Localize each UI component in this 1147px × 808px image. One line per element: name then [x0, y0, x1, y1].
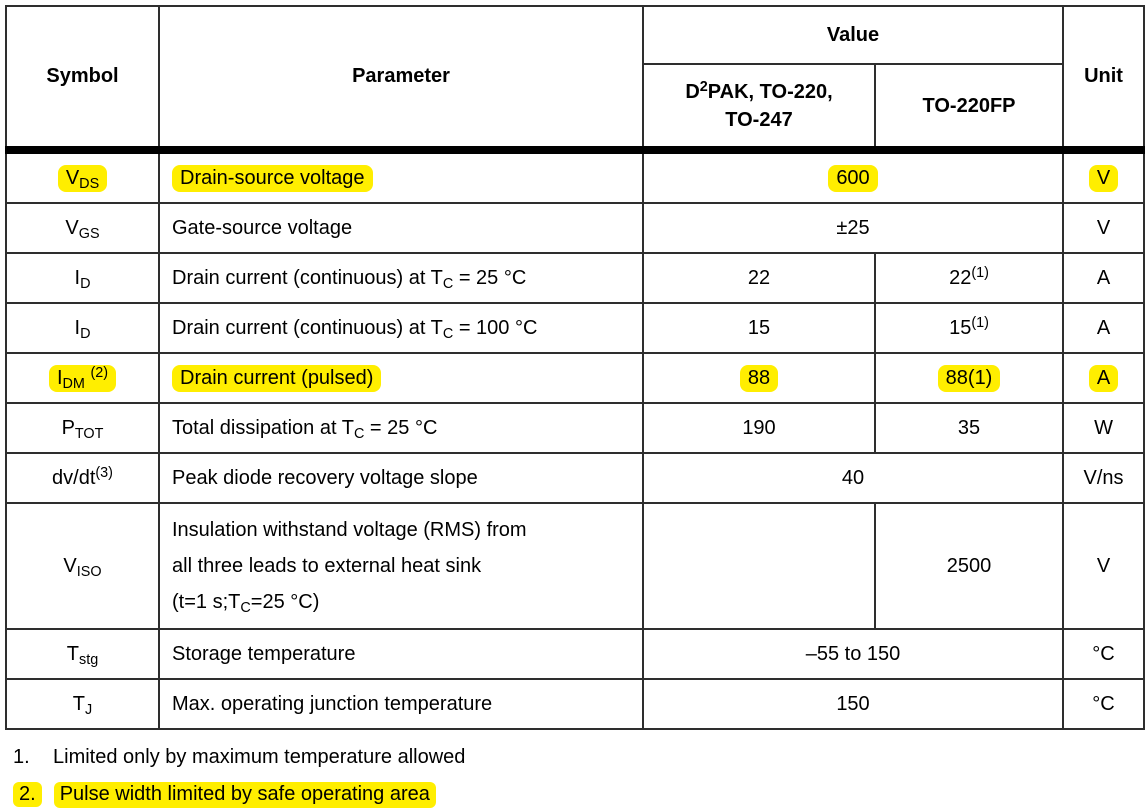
value-cell-merged: [643, 629, 1063, 679]
unit-text: V/ns: [1083, 466, 1124, 489]
parameter-cell: [159, 503, 643, 629]
header-value-group: [643, 6, 1063, 64]
parameter-cell: [159, 403, 643, 453]
symbol-cell: [6, 353, 159, 403]
header-value-label: Value: [826, 23, 880, 46]
value-cell-pkg1: [643, 303, 875, 353]
symbol-text: $T_J$: [72, 692, 93, 718]
value-cell-pkg2: [875, 253, 1063, 303]
symbol-text: $I_{DM}$ $^{(2)}$: [49, 365, 116, 392]
value-cell-pkg2: [875, 353, 1063, 403]
header-unit: [1063, 6, 1144, 150]
symbol-text: $T_{stg}$: [66, 642, 99, 668]
header-package-2-label: TO-220FP: [922, 94, 1016, 117]
unit-cell: [1063, 150, 1144, 203]
value-text: 40: [841, 466, 865, 489]
parameter-cell: [159, 150, 643, 203]
parameter-cell: [159, 353, 643, 403]
footnote-text: Pulse width limited by safe operating area: [54, 782, 436, 808]
symbol-text: $V_{ISO}$: [63, 554, 102, 580]
value-text: –55 to 150: [805, 642, 901, 665]
value-text: 150: [836, 692, 870, 715]
value-text: 22: [747, 266, 771, 289]
unit-cell: [1063, 503, 1144, 629]
header-symbol: [6, 6, 159, 150]
parameter-text: Drain-source voltage: [172, 165, 373, 192]
unit-cell: [1063, 203, 1144, 253]
table-row-id-100c: [6, 303, 1144, 353]
parameter-text: Max. operating junction temperature: [172, 693, 493, 715]
unit-cell: [1063, 303, 1144, 353]
value-text: 15: [747, 316, 771, 339]
unit-text: V: [1096, 216, 1111, 239]
footnote-number: [13, 783, 42, 806]
value-text: 35: [957, 416, 981, 439]
value-cell-pkg2: [875, 503, 1063, 629]
value-cell-pkg1: [643, 353, 875, 403]
symbol-cell: [6, 303, 159, 353]
value-text: 22$^{(1)}$: [949, 265, 989, 289]
value-text: 88(1): [938, 365, 1001, 392]
parameter-cell: [159, 453, 643, 503]
symbol-text: $I_D$: [74, 316, 91, 342]
parameter-cell: [159, 203, 643, 253]
header-package-to220fp: [875, 64, 1063, 150]
parameter-text: Total dissipation at $T_C = 25$ °C: [172, 417, 438, 443]
unit-text: A: [1096, 316, 1111, 339]
header-parameter: [159, 6, 643, 150]
unit-text: W: [1094, 416, 1113, 439]
table-row-id-25c: [6, 253, 1144, 303]
value-cell-merged: [643, 203, 1063, 253]
unit-cell: [1063, 453, 1144, 503]
unit-text: °C: [1092, 692, 1115, 715]
unit-cell: [1063, 403, 1144, 453]
value-cell-pkg2: [875, 303, 1063, 353]
parameter-text: Gate-source voltage: [172, 217, 353, 239]
footnote-number: 1.: [13, 746, 30, 768]
footnote-text: Limited only by maximum temperature allowed: [53, 746, 466, 768]
symbol-cell: [6, 403, 159, 453]
symbol-cell: [6, 150, 159, 203]
parameter-cell: [159, 303, 643, 353]
unit-cell: [1063, 353, 1144, 403]
header-parameter-label: Parameter: [352, 65, 450, 87]
table-row-ptot: [6, 403, 1144, 453]
unit-text: A: [1089, 365, 1118, 392]
parameter-text: Drain current (continuous) at $T_C = 25$ °C: [172, 267, 527, 293]
value-cell-merged: [643, 150, 1063, 203]
unit-cell: [1063, 253, 1144, 303]
header-unit-label: Unit: [1084, 65, 1123, 87]
value-cell-merged: [643, 453, 1063, 503]
symbol-text: $V_{GS}$: [65, 216, 100, 242]
parameter-text: Storage temperature: [172, 643, 356, 665]
footnote-2: [13, 782, 1147, 808]
parameter-text: Drain current (pulsed): [172, 365, 381, 392]
parameter-cell: [159, 679, 643, 729]
symbol-cell: [6, 503, 159, 629]
table-row-tj: [6, 679, 1144, 729]
table-row-idm: [6, 353, 1144, 403]
symbol-cell: [6, 203, 159, 253]
footnotes: [13, 746, 1147, 808]
parameter-cell: [159, 253, 643, 303]
header-symbol-label: Symbol: [46, 65, 119, 87]
table-row-viso: [6, 503, 1144, 629]
abs-max-ratings-table: [5, 5, 1145, 730]
value-cell-pkg2: [875, 403, 1063, 453]
table-row-tstg: [6, 629, 1144, 679]
symbol-cell: [6, 629, 159, 679]
value-text: 88: [740, 365, 778, 392]
header-package-d2pak-to220-to247: [643, 64, 875, 150]
unit-cell: [1063, 679, 1144, 729]
parameter-text: Peak diode recovery voltage slope: [172, 467, 478, 489]
value-text: 600: [828, 165, 877, 192]
parameter-text: Drain current (continuous) at $T_C = 100$ °C: [172, 317, 538, 343]
footnote-1: [13, 746, 1147, 769]
symbol-text: $V_{DS}$: [58, 165, 107, 192]
value-cell-pkg1: [643, 503, 875, 629]
value-text: 190: [742, 416, 776, 439]
symbol-text: $dv/dt^{(3)}$: [52, 465, 113, 489]
unit-text: V: [1089, 165, 1118, 192]
header-row-value-group: [6, 6, 1144, 64]
unit-text: V: [1096, 554, 1111, 577]
value-text: ±25: [836, 216, 870, 239]
value-text: 2500: [946, 554, 992, 577]
symbol-text: $I_D$: [74, 266, 91, 292]
symbol-cell: [6, 453, 159, 503]
unit-cell: [1063, 629, 1144, 679]
table-header: [6, 6, 1144, 150]
unit-text: °C: [1092, 642, 1115, 665]
symbol-cell: [6, 679, 159, 729]
value-text: 15$^{(1)}$: [949, 315, 989, 339]
symbol-cell: [6, 253, 159, 303]
table-body: [6, 150, 1144, 729]
value-cell-pkg1: [643, 403, 875, 453]
value-cell-merged: [643, 679, 1063, 729]
unit-text: A: [1096, 266, 1111, 289]
parameter-text: Insulation withstand voltage (RMS) from all three leads to external heat sink (t=1 $s;T_C=25$ °C): [172, 519, 527, 617]
table-row-vgs: [6, 203, 1144, 253]
parameter-cell: [159, 629, 643, 679]
table-row-vds: [6, 150, 1144, 203]
value-cell-pkg1: [643, 253, 875, 303]
header-package-1-label: $D^2PAK$, TO-220, TO-247: [685, 79, 833, 131]
footnote-number-highlight: 2.: [13, 782, 42, 807]
symbol-text: $P_{TOT}$: [61, 416, 104, 442]
table-row-dvdt: [6, 453, 1144, 503]
